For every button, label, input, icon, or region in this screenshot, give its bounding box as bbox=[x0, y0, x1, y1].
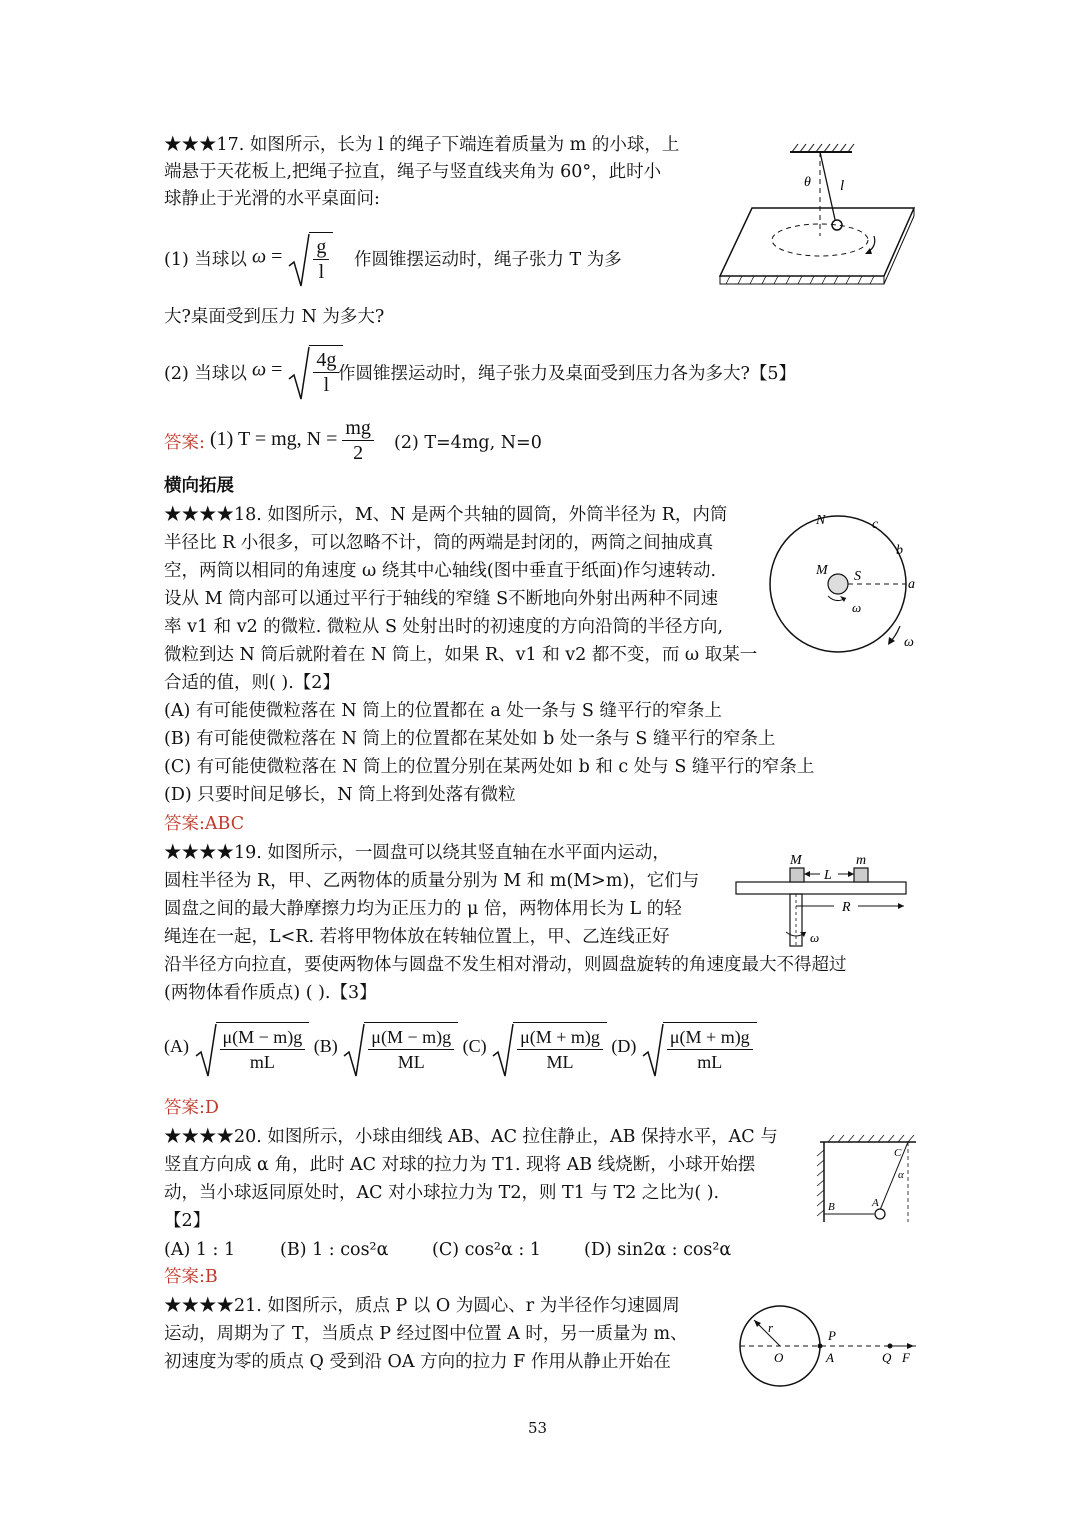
q19-disc-figure bbox=[734, 848, 914, 948]
q17-part2-prefix: (2) 当球以 bbox=[164, 364, 247, 384]
q19-option-d-den: mL bbox=[697, 1052, 723, 1072]
q19-options bbox=[164, 1022, 757, 1074]
q17-answer-1: (1) T = mg, N = $\frac{mg}{2}$ bbox=[210, 416, 374, 465]
q19-line-2: 圆柱半径为 R，甲、乙两物体的质量分别为 M 和 m(M>m)，它们与 bbox=[164, 871, 700, 891]
q21-fig-Q-label: Q bbox=[882, 1350, 892, 1365]
q20-pendulum-figure bbox=[814, 1134, 920, 1226]
q19-answer bbox=[164, 1095, 219, 1121]
q18-option-c: (C) 有可能使微粒落在 N 筒上的位置分别在某两处如 b 和 c 处与 S 缝平行的窄条上 bbox=[164, 757, 815, 777]
q19-fig-L-label: L bbox=[824, 868, 832, 883]
q18-fig-S-label: S bbox=[854, 569, 861, 584]
q19-line-4: 绳连在一起，L<R. 若将甲物体放在转轴位置上，甲、乙连线正好 bbox=[164, 927, 670, 947]
q18-fig-a-label: a bbox=[908, 577, 915, 592]
q19-line-1: ★★★★19. 如图所示，一圆盘可以绕其竖直轴在水平面内运动， bbox=[164, 843, 670, 863]
q18-fig-M-label: M bbox=[816, 563, 828, 578]
q19-option-c-label: (C) bbox=[462, 1036, 487, 1057]
q18-cylinders-figure bbox=[768, 508, 928, 658]
q18-line-7: 合适的值，则( ).【2】 bbox=[164, 673, 340, 693]
q18-fig-c-label: c bbox=[872, 517, 879, 532]
q21-fig-F-label: F bbox=[902, 1350, 910, 1365]
q18-answer-label: 答案: bbox=[164, 814, 205, 834]
q18-line-4: 设从 M 筒内部可以通过平行于轴线的窄缝 S不断地向外射出两种不同速 bbox=[164, 589, 719, 609]
q20-answer-value: B bbox=[204, 1267, 218, 1287]
q17-part1-cont: 大?桌面受到压力 N 为多大? bbox=[164, 307, 385, 327]
q18-option-b: (B) 有可能使微粒落在 N 筒上的位置都在某处如 b 处一条与 S 缝平行的窄条上 bbox=[164, 729, 776, 749]
q21-fig-O-label: O bbox=[774, 1350, 784, 1365]
q20-line-3: 动，当小球返同原处时，AC 对小球拉力为 T2，则 T1 与 T2 之比为( ). bbox=[164, 1183, 720, 1203]
q21-line-2: 运动，周期为了 T，当质点 P 经过图中位置 A 时，另一质量为 m、 bbox=[164, 1324, 688, 1344]
q17-line-1: ★★★17. 如图所示，长为 l 的绳子下端连着质量为 m 的小球，上 bbox=[164, 135, 680, 155]
q19-line-3: 圆盘之间的最大静摩擦力均为正压力的 μ 倍，两物体用长为 L 的轻 bbox=[164, 899, 682, 919]
section-title: 横向拓展 bbox=[164, 476, 234, 496]
q19-fig-M-label: M bbox=[790, 853, 802, 868]
page-number: 53 bbox=[528, 1419, 548, 1437]
q20-fig-B-label: B bbox=[828, 1201, 835, 1213]
q19-option-d-label: (D) bbox=[611, 1036, 637, 1057]
q18-option-d: (D) 只要时间足够长，N 筒上将到处落有微粒 bbox=[164, 785, 516, 805]
q18-line-3: 空，两筒以相同的角速度 ω 绕其中心轴线(图中垂直于纸面)作匀速转动. bbox=[164, 561, 717, 581]
q19-answer-label: 答案: bbox=[164, 1098, 205, 1118]
q17-answer-2: (2) T=4mg, N=0 bbox=[394, 433, 542, 453]
q21-fig-r-label: r bbox=[768, 1320, 774, 1335]
q19-option-c-num: μ(M + m)g bbox=[517, 1025, 603, 1050]
q17-part1-prefix: (1) 当球以 bbox=[164, 250, 247, 270]
q21-circular-motion-figure bbox=[736, 1300, 920, 1390]
q19-option-a-num: μ(M − m)g bbox=[220, 1025, 306, 1050]
q17-part2-suffix: 作圆锥摆运动时，绳子张力及桌面受到压力各为多大?【5】 bbox=[338, 364, 797, 384]
q19-option-c-den: ML bbox=[546, 1052, 574, 1072]
q18-fig-N-label: N bbox=[816, 513, 826, 528]
q20-option-b: (B) 1 : cos²α bbox=[280, 1240, 389, 1260]
q19-fig-m-label: m bbox=[856, 853, 867, 868]
q18-line-2: 半径比 R 小很多，可以忽略不计，筒的两端是封闭的，两筒之间抽成真 bbox=[164, 533, 714, 553]
q18-answer bbox=[164, 811, 244, 837]
q19-option-b-den: ML bbox=[397, 1052, 425, 1072]
q18-fig-b-label: b bbox=[896, 543, 903, 558]
q20-line-4: 【2】 bbox=[164, 1211, 211, 1231]
q17-line-3: 球静止于光滑的水平桌面问: bbox=[164, 189, 380, 209]
q17-fig-l-label: l bbox=[840, 178, 845, 194]
q19-option-b-num: μ(M − m)g bbox=[368, 1025, 454, 1050]
q17-conical-pendulum-figure bbox=[712, 140, 952, 288]
q20-line-2: 竖直方向成 α 角，此时 AC 对球的拉力为 T1. 现将 AB 线烧断，小球开始摆 bbox=[164, 1155, 756, 1175]
q20-line-1: ★★★★20. 如图所示，小球由细线 AB、AC 拉住静止，AB 保持水平，AC 与 bbox=[164, 1127, 778, 1147]
q21-fig-A-label: A bbox=[826, 1350, 834, 1365]
q20-answer bbox=[164, 1264, 218, 1290]
q18-line-1: ★★★★18. 如图所示，M、N 是两个共轴的圆筒，外筒半径为 R，内筒 bbox=[164, 505, 728, 525]
q17-line-2: 端悬于天花板上,把绳子拉直，绳子与竖直线夹角为 60°，此时小 bbox=[164, 162, 662, 182]
q20-fig-A-label: A bbox=[872, 1197, 879, 1209]
q19-answer-value: D bbox=[204, 1098, 219, 1118]
q20-answer-label: 答案: bbox=[164, 1267, 205, 1287]
q19-line-6: (两物体看作质点) ( ).【3】 bbox=[164, 983, 377, 1003]
q17-fig-theta-label: θ bbox=[804, 175, 811, 190]
q19-line-5: 沿半径方向拉直，要使两物体与圆盘不发生相对滑动，则圆盘旋转的角速度最大不得超过 bbox=[164, 955, 847, 975]
q18-fig-outer-omega-label: ω bbox=[904, 635, 914, 650]
q20-option-c: (C) cos²α : 1 bbox=[432, 1240, 541, 1260]
q19-option-a-label: (A) bbox=[164, 1036, 189, 1057]
q20-fig-alpha-label: α bbox=[898, 1169, 904, 1181]
q20-fig-C-label: C bbox=[894, 1147, 902, 1159]
q21-line-1: ★★★★21. 如图所示，质点 P 以 O 为圆心、r 为半径作匀速圆周 bbox=[164, 1296, 680, 1316]
q21-fig-P-label: P bbox=[828, 1328, 836, 1343]
q18-option-a: (A) 有可能使微粒落在 N 筒上的位置都在 a 处一条与 S 缝平行的窄条上 bbox=[164, 701, 722, 721]
q20-option-d: (D) sin2α : cos²α bbox=[584, 1240, 732, 1260]
q17-part2-formula: ω = $\frac{4g}{l}$ bbox=[252, 345, 343, 397]
q21-line-3: 初速度为零的质点 Q 受到沿 OA 方向的拉力 F 作用从静止开始在 bbox=[164, 1352, 671, 1372]
q18-answer-value: ABC bbox=[204, 814, 245, 834]
q19-option-a-den: mL bbox=[249, 1052, 275, 1072]
q17-part1-formula: ω = $\frac{g}{l}$ bbox=[252, 232, 333, 284]
q19-fig-omega-label: ω bbox=[810, 930, 820, 945]
q19-option-d-num: μ(M + m)g bbox=[667, 1025, 753, 1050]
q17-part1-suffix: 作圆锥摆运动时，绳子张力 T 为多 bbox=[354, 250, 622, 270]
q18-fig-inner-omega-label: ω bbox=[852, 600, 862, 615]
q18-line-6: 微粒到达 N 筒后就附着在 N 筒上，如果 R、v1 和 v2 都不变，而 ω 取某一 bbox=[164, 645, 758, 665]
q20-option-a: (A) 1 : 1 bbox=[164, 1240, 236, 1260]
q19-option-b-label: (B) bbox=[313, 1036, 338, 1057]
q18-line-5: 率 v1 和 v2 的微粒. 微粒从 S 处射出时的初速度的方向沿筒的半径方向, bbox=[164, 617, 724, 637]
q17-answer-label: 答案: bbox=[164, 433, 205, 453]
q19-fig-R-label: R bbox=[842, 900, 851, 915]
